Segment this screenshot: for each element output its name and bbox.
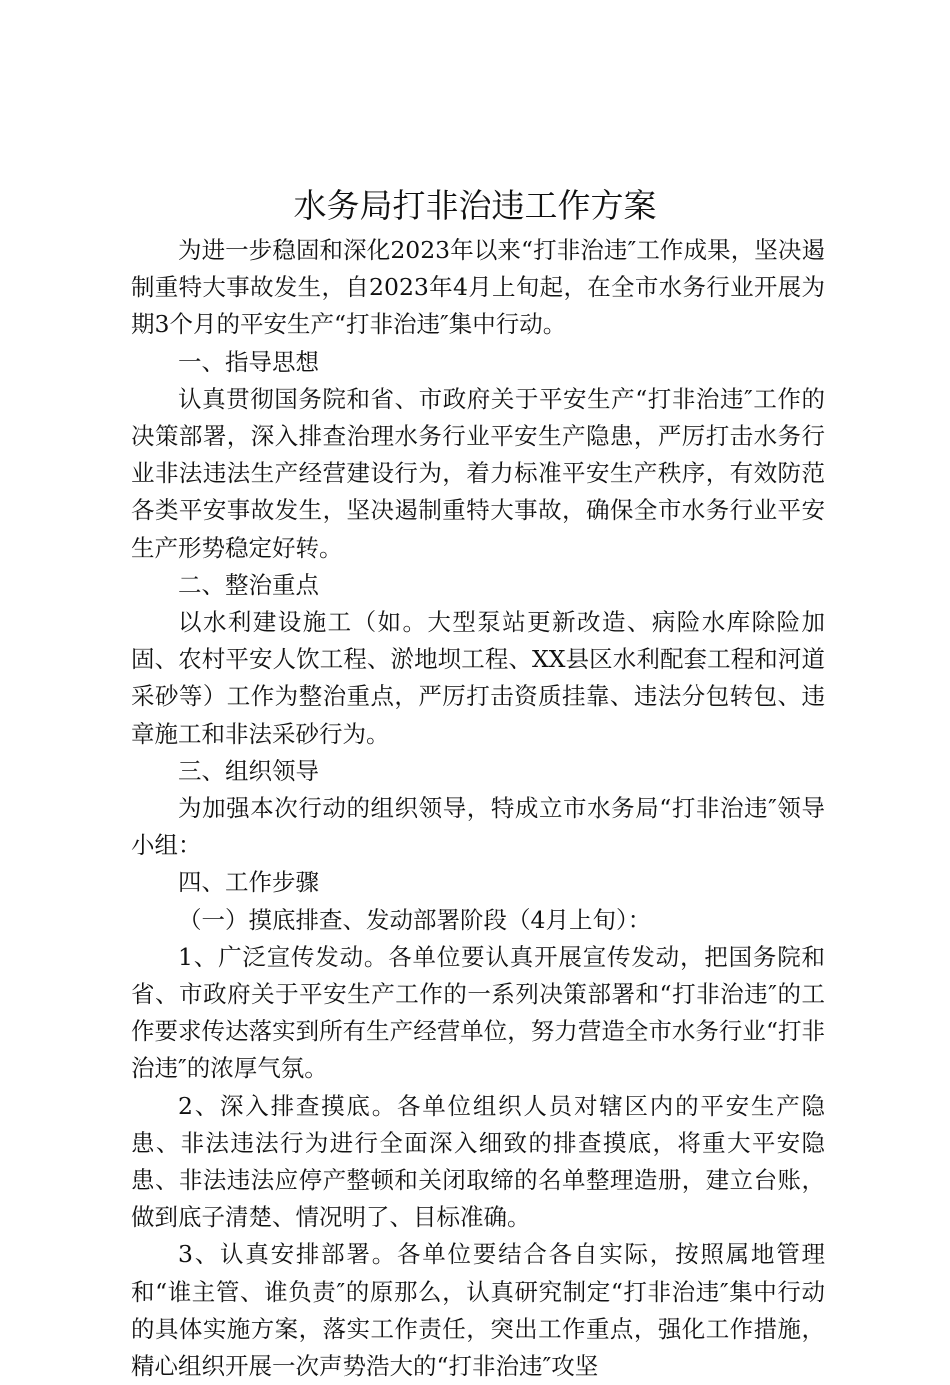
document-body (131, 232, 825, 1385)
section-heading-3: 三、组织领导 (178, 756, 319, 785)
section-heading-1: 一、指导思想 (178, 347, 319, 376)
section-heading-2: 二、整治重点 (178, 570, 319, 599)
document-title: 水务局打非治违工作方案 (293, 186, 657, 225)
section-paragraph-2: 以水利建设施工（如。大型泵站更新改造、病险水库除险加固、农村平安人饮工程、淤地坝工程、XX县区水利配套工程和河道采砂等）工作为整治重点，严厉打击资质挂靠、违法分包转包、违章施工和非法采砂行为。 (131, 608, 825, 748)
intro-paragraph: 为进一步稳固和深化2023年以来“打非治违″工作成果，坚决遏制重特大事故发生，自2023年4月上旬起，在全市水务行业开展为期3个月的平安生产“打非治违″集中行动。 (131, 236, 825, 339)
step-paragraph-3: 3、认真安排部署。各单位要结合各自实际，按照属地管理和“谁主管、谁负责″的原那么，认真研究制定“打非治违″集中行动的具体实施方案，落实工作责任，突出工作重点，强化工作措施，精心组织开展一次声势浩大的“打非治违″攻坚 (131, 1240, 825, 1381)
step-paragraph-2: 2、深入排查摸底。各单位组织人员对辖区内的平安生产隐患、非法违法行为进行全面深入细致的排查摸底，将重大平安隐患、非法违法应停产整顿和关闭取缔的名单整理造册，建立台账，做到底子清楚、情况明了、目标准确。 (131, 1091, 825, 1232)
subsection-heading-1: （一）摸底排查、发动部署阶段（4月上旬）： (178, 905, 652, 934)
step-paragraph-1: 1、广泛宣传发动。各单位要认真开展宣传发动，把国务院和省、市政府关于平安生产工作的一系列决策部署和“打非治违″的工作要求传达落实到所有生产经营单位，努力营造全市水务行业“打非治违″的浓厚气氛。 (131, 942, 825, 1083)
section-heading-4: 四、工作步骤 (178, 868, 319, 897)
section-paragraph-1: 认真贯彻国务院和省、市政府关于平安生产“打非治违″工作的决策部署，深入排查治理水务行业平安生产隐患，严厉打击水务行业非法违法生产经营建设行为，着力标准平安生产秩序，有效防范各类平安事故发生，坚决遏制重特大事故，确保全市水务行业平安生产形势稳定好转。 (131, 384, 825, 562)
section-paragraph-3: 为加强本次行动的组织领导，特成立市水务局“打非治违″领导小组： (131, 794, 825, 860)
